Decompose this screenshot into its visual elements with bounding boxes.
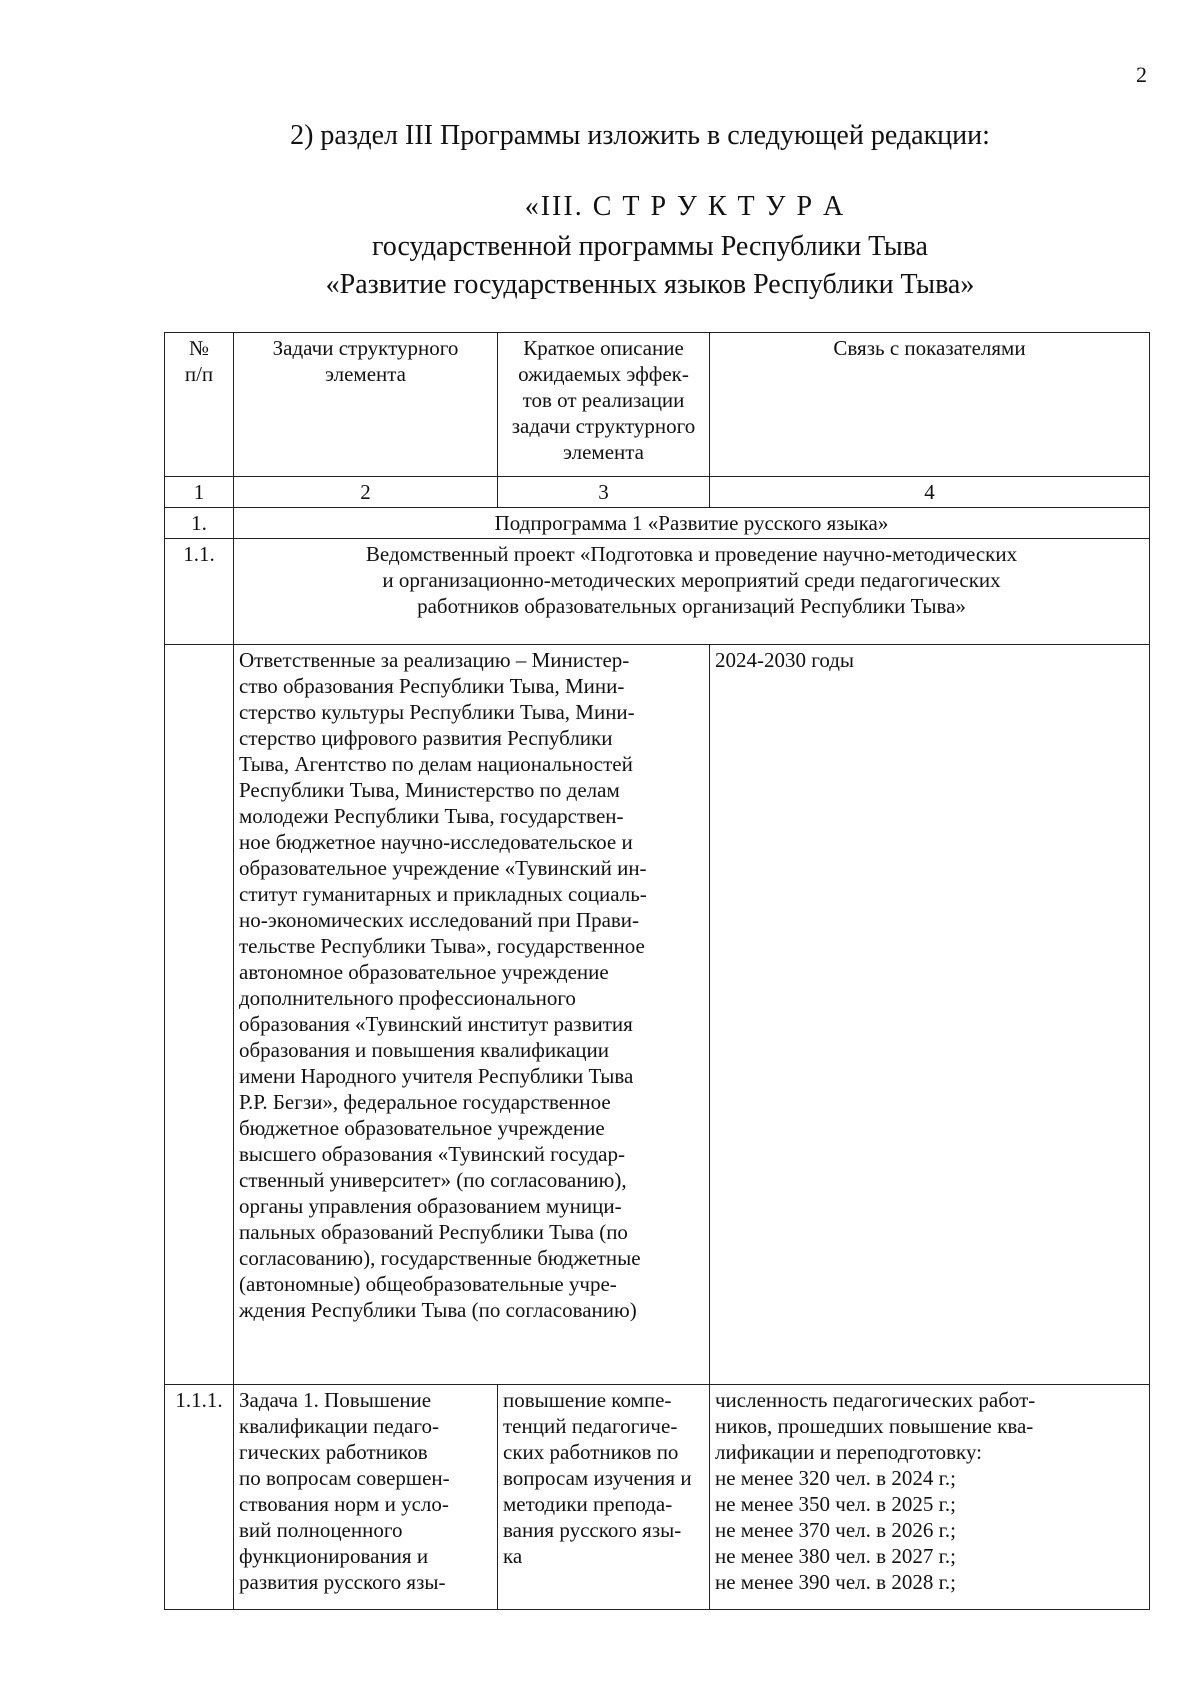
header-tasks: Задачи структурного элемента	[234, 333, 498, 477]
structure-table	[164, 332, 1150, 1610]
section-subtitle-line1: государственной программы Республики Тыва	[372, 231, 928, 262]
header-indicators: Связь с показателями	[710, 333, 1150, 477]
task-row	[165, 1385, 1150, 1610]
responsible-row	[165, 645, 1150, 1385]
implementation-period: 2024-2030 годы	[710, 645, 1150, 1385]
subprogram-number: 1.	[165, 508, 234, 539]
subprogram-title: Подпрограмма 1 «Развитие русского языка»	[234, 508, 1150, 539]
task-description: Задача 1. Повышение квалификации педаго- гических работников по вопросам совершен- ствования норм и усло- вий полноценного функционирования и развития русского язы-	[234, 1385, 498, 1610]
column-number: 3	[498, 477, 710, 508]
column-number-row	[165, 477, 1150, 508]
column-number: 1	[165, 477, 234, 508]
responsible-text: Ответственные за реализацию – Министер- ство образования Республики Тыва, Мини- стерство культуры Республики Тыва, Мини- стерство цифрового развития Республики Тыва, Агентство по делам национальностей Республики Тыва, Министерство по делам молодежи Республики Тыва, государствен- ное бюджетное научно-исследовательское и образовательное учреждение «Тувинский ин- ститут гуманитарных и прикладных социаль- но-экономических исследований при Прави- тельстве Республики Тыва», государственное автономное образовательное учреждение дополнительного профессионального образования «Тувинский институт развития образования и повышения квалификации имени Народного учителя Республики Тыва Р.Р. Бегзи», федеральное государственное бюджетное образовательное учреждение высшего образования «Тувинский государ- ственный университет» (по согласованию), органы управления образованием муници- пальных образований Республики Тыва (по согласованию), государственные бюджетные (автономные) общеобразовательные учре- ждения Республики Тыва (по согласованию)	[234, 645, 710, 1385]
table-header-row	[165, 333, 1150, 477]
task-effect: повышение компе- тенций педагогиче- ских работников по вопросам изучения и методики препода- вания русского язы- ка	[498, 1385, 710, 1610]
project-title: Ведомственный проект «Подготовка и проведение научно-методических и организационно-методических мероприятий среди педагогических работников образовательных организаций Республики Тыва»	[234, 539, 1150, 645]
section-subtitle-line2: «Развитие государственных языков Республики Тыва»	[325, 269, 975, 300]
project-row	[165, 539, 1150, 645]
project-number: 1.1.	[165, 539, 234, 645]
page-number: 2	[1136, 62, 1147, 87]
task-indicators: численность педагогических работ- ников, прошедших повышение ква- лификации и переподготовку: не менее 320 чел. в 2024 г.; не менее 350 чел. в 2025 г.; не менее 370 чел. в 2026 г.; не менее 380 чел. в 2027 г.; не менее 390 чел. в 2028 г.;	[710, 1385, 1150, 1610]
task-number: 1.1.1.	[165, 1385, 234, 1610]
column-number: 2	[234, 477, 498, 508]
header-number: № п/п	[165, 333, 234, 477]
responsible-number	[165, 645, 234, 1385]
section-title: «III. С Т Р У К Т У Р А	[524, 191, 846, 222]
subprogram-row	[165, 508, 1150, 539]
column-number: 4	[710, 477, 1150, 508]
header-effects: Краткое описание ожидаемых эффек- тов от реализации задачи структурного элемента	[498, 333, 710, 477]
intro-text: 2) раздел III Программы изложить в следующей редакции:	[290, 120, 990, 151]
